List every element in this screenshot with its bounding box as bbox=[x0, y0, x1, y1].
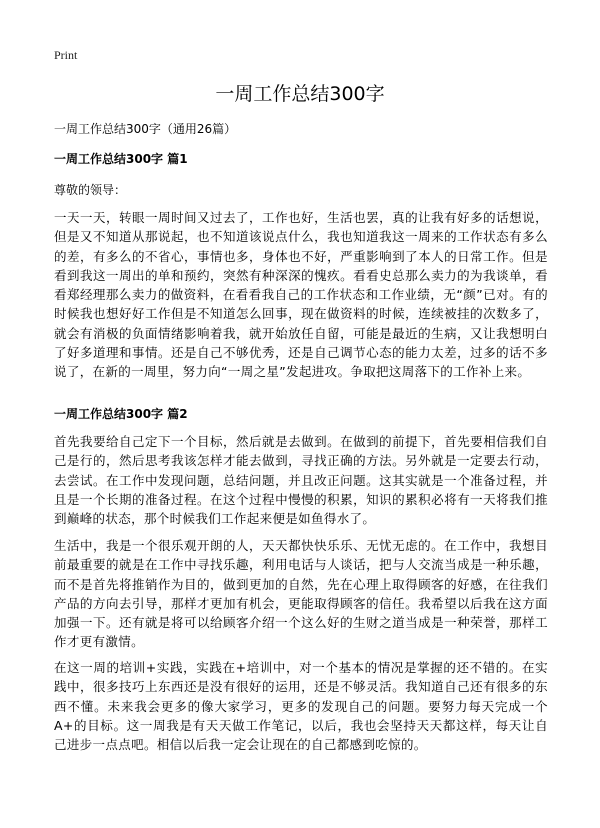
section-heading-1: 一周工作总结300字 篇1 bbox=[54, 152, 188, 166]
greeting-text: 尊敬的领导： bbox=[54, 183, 127, 197]
section-2-paragraph-2: 生活中，我是一个很乐观开朗的人，天天都快快乐乐、无忧无虑的。在工作中，我想目前最重要的就是在工作中寻找乐趣，利用电话与人谈话，把与人交流当成是一种乐趣，而不是首先将推销作为目的，做到更加的自然，先在心理上取得顾客的好感，在往我们产品的方向去引导，那样才更加有机会，更能取得顾客的信任。我希望以后我在这方面加强一下。还有就是将可以给顾客介绍一个这么好的生财之道当成是一种荣誉，那样工作才更有激情。 bbox=[54, 538, 548, 650]
section-2-paragraph-3: 在这一周的培训+实践，实践在+培训中，对一个基本的情况是掌握的还不错的。在实践中，很多技巧上东西还是没有很好的运用，还是不够灵活。我知道自己还有很多的东西不懂。未来我会更多的像大家学习，更多的发现自己的问题。要努力每天完成一个A+的目标。这一周我是有天天做工作笔记，以后，我也会坚持天天都这样，每天让自己进步一点点吧。相信以后我一定会让现在的自己都感到吃惊的。 bbox=[54, 660, 548, 753]
print-link[interactable]: Print bbox=[54, 48, 78, 62]
section-1-paragraph: 一天一天，转眼一周时间又过去了，工作也好，生活也罢，真的让我有好多的话想说，但是又不知道从那说起，也不知道该说点什么，我也知道我这一周来的工作状态有多么的差，有多么的不省心，事情也多，身体也不好，严重影响到了本人的日常工作。但是看到我这一周出的单和预约，突然有种深深的愧疚。看看史总那么卖力的为我谈单，看看郑经理那么卖力的做资料，在看看我自己的工作状态和工作业绩，无“颜”已对。有的时候我也想好好工作但是不知道怎么回事，现在做资料的时候，连续被挂的次数多了，就会有消极的负面情绪影响着我，就开始放任自留，可能是最近的生病，又让我想明白了好多道理和事情。还是自己不够优秀，还是自己调节心态的能力太差，过多的话不多说了，在新的一周里，努力向“一周之星”发起进攻。争取把这周落下的工作补上来。 bbox=[54, 210, 548, 380]
section-2-paragraph-1: 首先我要给自己定下一个目标，然后就是去做到。在做到的前提下，首先要相信我们自己是行的，然后思考我该怎样才能去做到，寻找正确的方法。另外就是一定要去行动，去尝试。在工作中发现问题，总结问题，并且改正问题。这其实就是一个准备过程，并且是一个长期的准备过程。在这个过程中慢慢的积累，知识的累积必将有一天将我们推到巅峰的状态，那个时候我们工作起来便是如鱼得水了。 bbox=[54, 434, 548, 527]
page-title: 一周工作总结300字 bbox=[215, 83, 385, 105]
document-subtitle: 一周工作总结300字（通用26篇） bbox=[54, 122, 237, 136]
section-heading-2: 一周工作总结300字 篇2 bbox=[54, 407, 188, 421]
